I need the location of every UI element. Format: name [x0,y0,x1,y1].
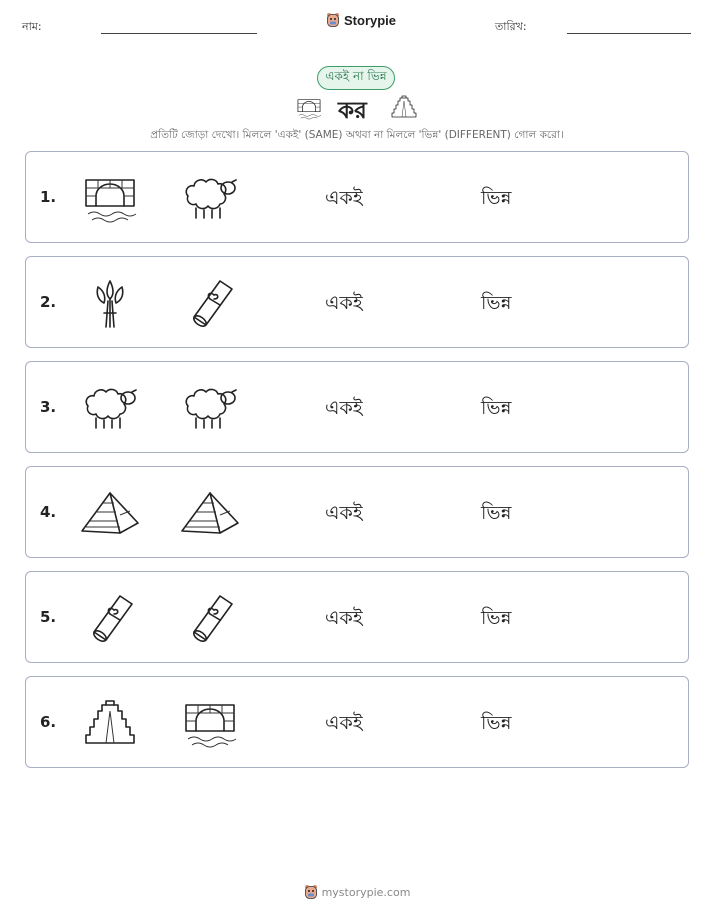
sheep-icon [180,172,240,224]
bridge-icon [80,172,140,224]
sheep-icon [180,382,240,434]
same-option[interactable]: একই [325,292,363,314]
topic-badge: একই না ভিন্ন [317,66,395,90]
scroll-icon [80,592,140,644]
question-number: 5. [40,608,57,626]
step-pyramid-icon [388,94,420,120]
same-option[interactable]: একই [325,607,363,629]
different-option[interactable]: ভিন্ন [481,607,512,629]
same-option[interactable]: একই [325,397,363,419]
date-field-line[interactable] [567,33,691,34]
question-number: 2. [40,293,57,311]
question-number: 6. [40,713,57,731]
title-row [294,92,424,124]
different-option[interactable]: ভিন্ন [481,397,512,419]
different-option[interactable]: ভিন্ন [481,712,512,734]
question-number: 1. [40,188,57,206]
wheat-icon [80,277,140,329]
question-row-1 [25,151,689,243]
footer-site-link[interactable]: mystorypie.com [321,885,411,899]
question-row-5 [25,571,689,663]
scroll-icon [180,277,240,329]
bridge-icon [294,96,324,120]
name-label: নাম: [22,20,42,33]
question-row-4 [25,466,689,558]
worksheet-title: কর [338,98,367,124]
same-option[interactable]: একই [325,187,363,209]
pyramid-icon [180,487,240,539]
date-label: তারিখ: [495,20,527,33]
different-option[interactable]: ভিন্ন [481,187,512,209]
name-field-line[interactable] [101,33,257,34]
step-pyramid-icon [80,697,140,749]
sheep-icon [80,382,140,434]
same-option[interactable]: একই [325,712,363,734]
pyramid-icon [80,487,140,539]
brand-name: Storypie [344,12,397,28]
storypie-mascot-icon [326,12,340,28]
bridge-icon [180,697,240,749]
question-row-2 [25,256,689,348]
question-row-6 [25,676,689,768]
footer [0,884,714,900]
different-option[interactable]: ভিন্ন [481,292,512,314]
same-option[interactable]: একই [325,502,363,524]
different-option[interactable]: ভিন্ন [481,502,512,524]
question-number: 3. [40,398,57,416]
question-number: 4. [40,503,57,521]
instructions: প্রতিটি জোড়া দেখো। মিললে 'একই' (SAME) অথবা না মিললে 'ভিন্ন' (DIFFERENT) গোল করো। [150,129,564,141]
storypie-mascot-icon [304,884,318,900]
scroll-icon [180,592,240,644]
question-row-3 [25,361,689,453]
brand-logo [326,12,396,28]
